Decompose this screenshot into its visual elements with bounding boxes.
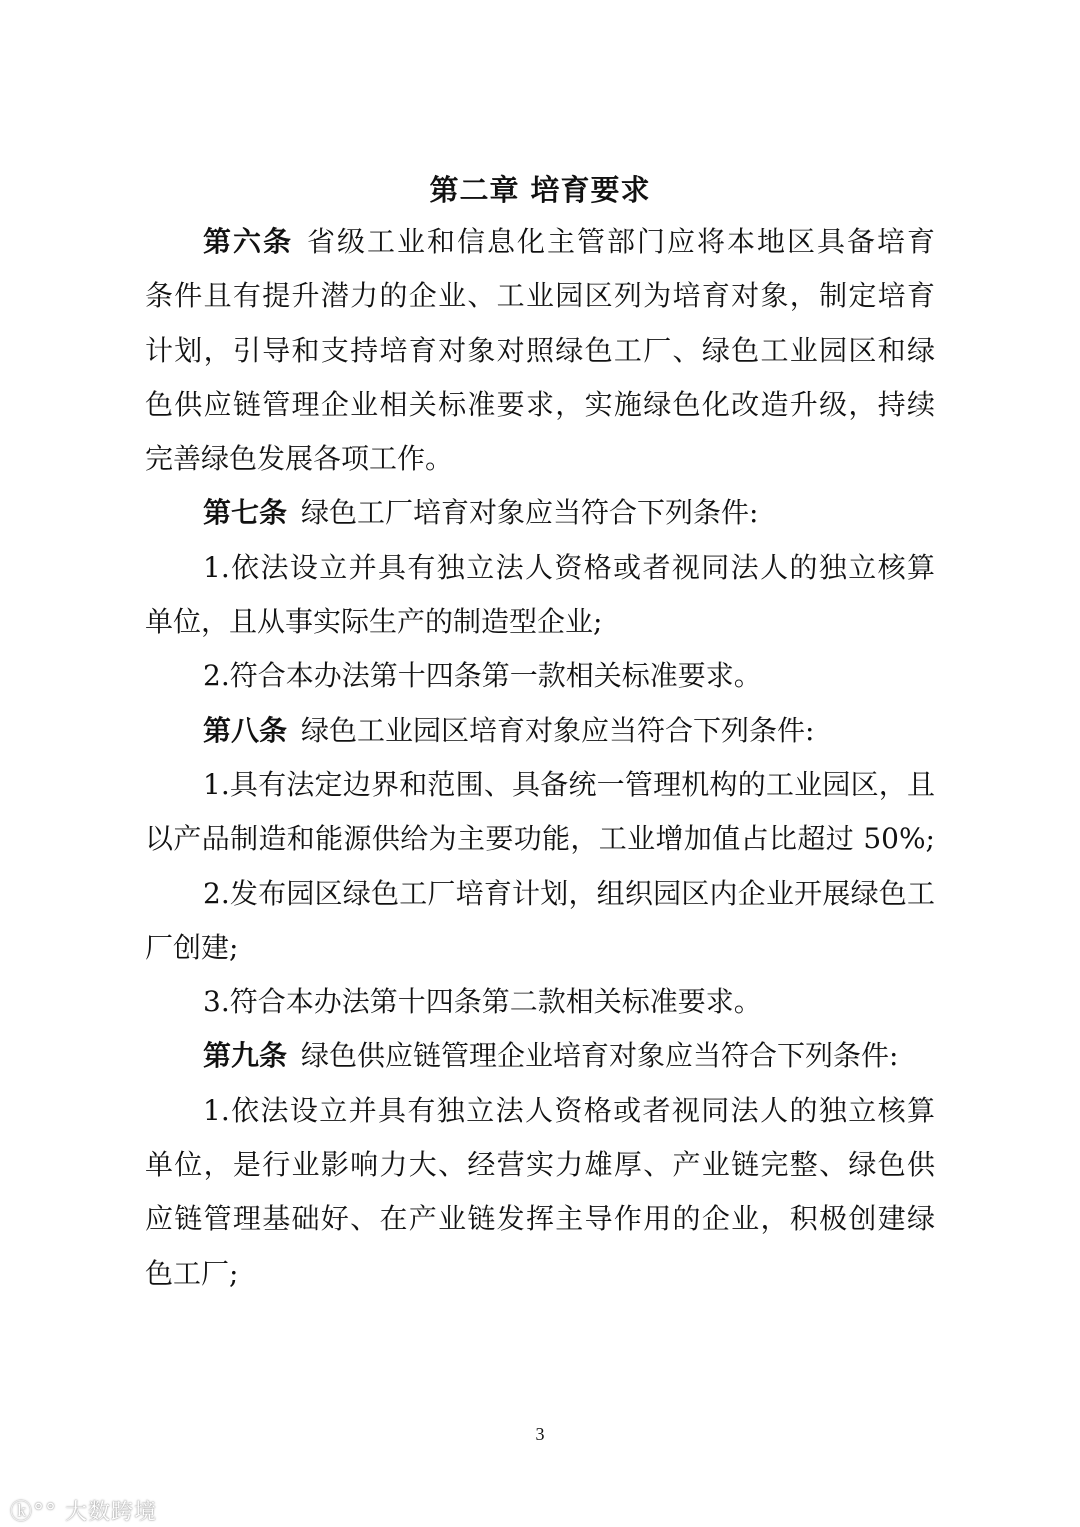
text-line xyxy=(145,979,935,1033)
line-text: 完善绿色发展各项工作。 xyxy=(145,442,454,476)
line-text: 2.符合本办法第十四条第一款相关标准要求。 xyxy=(203,659,762,693)
document-body xyxy=(145,219,935,1305)
text-line xyxy=(145,1196,935,1250)
text-line xyxy=(145,382,935,436)
article-label: 第六条 xyxy=(203,225,293,258)
line-text: 1.依法设立并具有独立法人资格或者视同法人的独立核算 xyxy=(203,550,935,584)
line-text: 应链管理基础好、在产业链发挥主导作用的企业，积极创建绿 xyxy=(145,1202,935,1236)
line-text: 1.具有法定边界和范围、具备统一管理机构的工业园区，且 xyxy=(203,767,935,801)
line-text: 以产品制造和能源供给为主要功能，工业增加值占比超过 50%; xyxy=(145,822,935,856)
line-text: 单位，且从事实际生产的制造型企业; xyxy=(145,605,603,639)
text-line xyxy=(145,1142,935,1196)
line-text: 2.发布园区绿色工厂培育计划，组织园区内企业开展绿色工 xyxy=(203,876,935,910)
text-line xyxy=(145,545,935,599)
line-text: 绿色供应链管理企业培育对象应当符合下列条件: xyxy=(301,1039,899,1073)
line-text: 单位，是行业影响力大、经营实力雄厚、产业链完整、绿色供 xyxy=(145,1148,935,1182)
watermark-text: 大数跨境 xyxy=(65,1500,158,1525)
text-line xyxy=(145,328,935,382)
line-text: 1.依法设立并具有独立法人资格或者视同法人的独立核算 xyxy=(203,1093,935,1127)
watermark-logo xyxy=(10,1495,157,1526)
page-number: 3 xyxy=(535,1424,545,1444)
chapter-title: 第二章 培育要求 xyxy=(429,173,651,207)
line-text: 条件且有提升潜力的企业、工业园区列为培育对象，制定培育 xyxy=(145,279,935,313)
text-line xyxy=(145,1251,935,1305)
line-text: 厂创建; xyxy=(145,930,239,964)
text-line xyxy=(145,816,935,870)
text-line xyxy=(145,708,935,762)
article-label: 第八条 xyxy=(203,713,288,747)
line-text: 3.符合本办法第十四条第二款相关标准要求。 xyxy=(203,985,762,1019)
text-line xyxy=(145,871,935,925)
line-text: 省级工业和信息化主管部门应将本地区具备培育 xyxy=(307,225,935,258)
text-line xyxy=(145,599,935,653)
text-line xyxy=(145,273,935,327)
text-line xyxy=(145,925,935,979)
text-line xyxy=(145,1088,935,1142)
line-text: 色供应链管理企业相关标准要求，实施绿色化改造升级，持续 xyxy=(145,387,935,421)
line-text: 绿色工厂培育对象应当符合下列条件: xyxy=(301,496,759,530)
article-label: 第七条 xyxy=(203,496,288,530)
text-line xyxy=(145,490,935,544)
watermark-icon: ⓚ°° xyxy=(10,1500,65,1525)
article-label: 第九条 xyxy=(203,1039,288,1073)
text-line xyxy=(145,762,935,816)
text-line xyxy=(145,219,935,273)
text-line xyxy=(145,1033,935,1087)
line-text: 计划，引导和支持培育对象对照绿色工厂、绿色工业园区和绿 xyxy=(145,333,935,367)
text-line xyxy=(145,653,935,707)
text-line xyxy=(145,436,935,490)
line-text: 色工厂; xyxy=(145,1256,239,1290)
line-text: 绿色工业园区培育对象应当符合下列条件: xyxy=(301,713,815,747)
